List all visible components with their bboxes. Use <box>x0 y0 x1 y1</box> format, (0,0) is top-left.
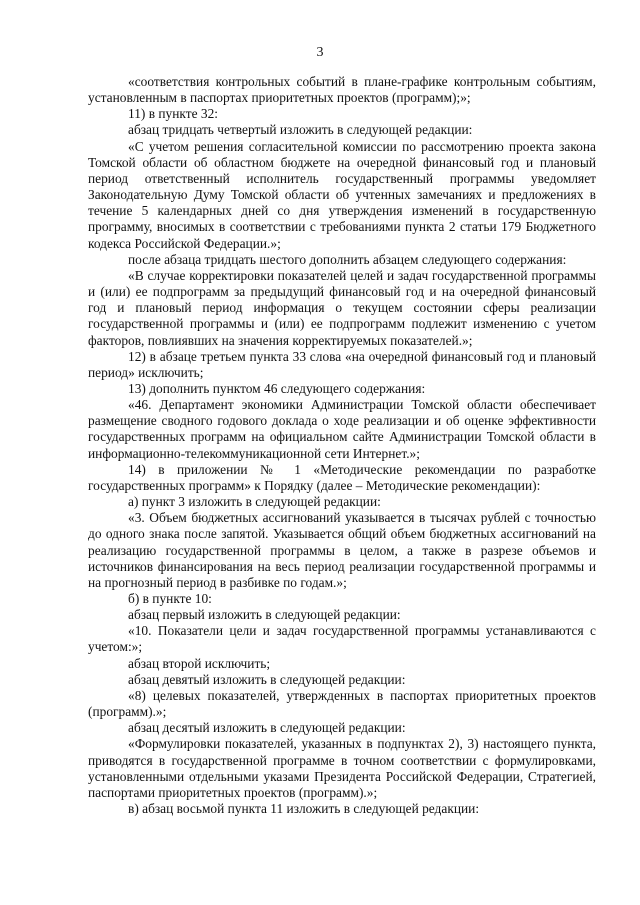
paragraph: «10. Показатели цели и задач государственной программы устанавливаются с учетом:»; <box>88 623 596 655</box>
paragraph: в) абзац восьмой пункта 11 изложить в следующей редакции: <box>128 801 480 817</box>
paragraph: б) в пункте 10: <box>128 591 212 606</box>
paragraph: а) пункт 3 изложить в следующей редакции: <box>128 494 381 510</box>
paragraph: абзац девятый изложить в следующей редакции: <box>128 671 406 687</box>
paragraph: «соответствия контрольных событий в плане-графике контрольным событиям, установленным в паспортах приоритетных проектов (программ);»; <box>88 74 596 106</box>
paragraph: «В случае корректировки показателей целей и задач государственной программы и (или) ее подпрограмм за предыдущий финансовый год и на очередной финансовый год и плановый период информация о текущем состоянии сферы реализации государственной программы и (или) ее подпрограмм подлежит изменению с учетом факторов, повлиявших на значения корректируемых показателей.»; <box>88 267 596 348</box>
paragraph: 14) в приложении № 1 «Методические рекомендации по разработке государственных программ» к Порядку (далее – Методические рекомендации): <box>88 461 596 493</box>
paragraph: абзац тридцать четвертый изложить в следующей редакции: <box>128 122 473 138</box>
paragraph: «Формулировки показателей, указанных в подпунктах 2), 3) настоящего пункта, приводятся в государственной программе в точном соответствии с формулировками, установленными отдельными указами Президента Российской Федерации, Стратегией, паспортами приоритетных проектов (программ).»; <box>88 736 596 800</box>
page-number: 3 <box>316 45 324 60</box>
paragraph: «С учетом решения согласительной комиссии по рассмотрению проекта закона Томской области об областном бюджете на очередной финансовый год и плановый период ответственный исполнитель государственный программы уведомляет Законодательную Думу Томской области об учтенных замечаниях и предложениях в течение 5 календарных дней со дня утверждения изменений в государственную программу, вносимых в соответствии с требованиями пункта 2 статьи 179 Бюджетного кодекса Российской Федерации.»; <box>88 138 596 251</box>
paragraph: «8) целевых показателей, утвержденных в паспортах приоритетных проектов (программ).»; <box>88 687 596 720</box>
paragraph: «46. Департамент экономики Администрации Томской области обеспечивает размещение сводного годового доклада о ходе реализации и об оценке эффективности государственных программ на официальном сайте Администрации Томской области в информационно-телекоммуникационной сети Интернет.»; <box>88 397 596 461</box>
paragraph: абзац первый изложить в следующей редакции: <box>128 607 401 623</box>
paragraph: 13) дополнить пунктом 46 следующего содержания: <box>128 380 426 396</box>
paragraph: после абзаца тридцать шестого дополнить абзацем следующего содержания: <box>128 251 567 267</box>
paragraph: 12) в абзаце третьем пункта 33 слова «на очередной финансовый год и плановый период» исключить; <box>88 348 596 380</box>
document-body <box>88 74 596 817</box>
paragraph: абзац второй исключить; <box>128 655 271 671</box>
paragraph: «3. Объем бюджетных ассигнований указывается в тысячах рублей с точностью до одного знака после запятой. Указывается общий объем бюджетных ассигнований на реализацию государственной программы в целом, а также в разрезе объемов и источников финансирования на весь период реализации государственной программы и на прогнозный период в разбивке по годам.»; <box>88 510 596 590</box>
paragraph: абзац десятый изложить в следующей редакции: <box>128 720 406 736</box>
paragraph: 11) в пункте 32: <box>128 106 218 122</box>
